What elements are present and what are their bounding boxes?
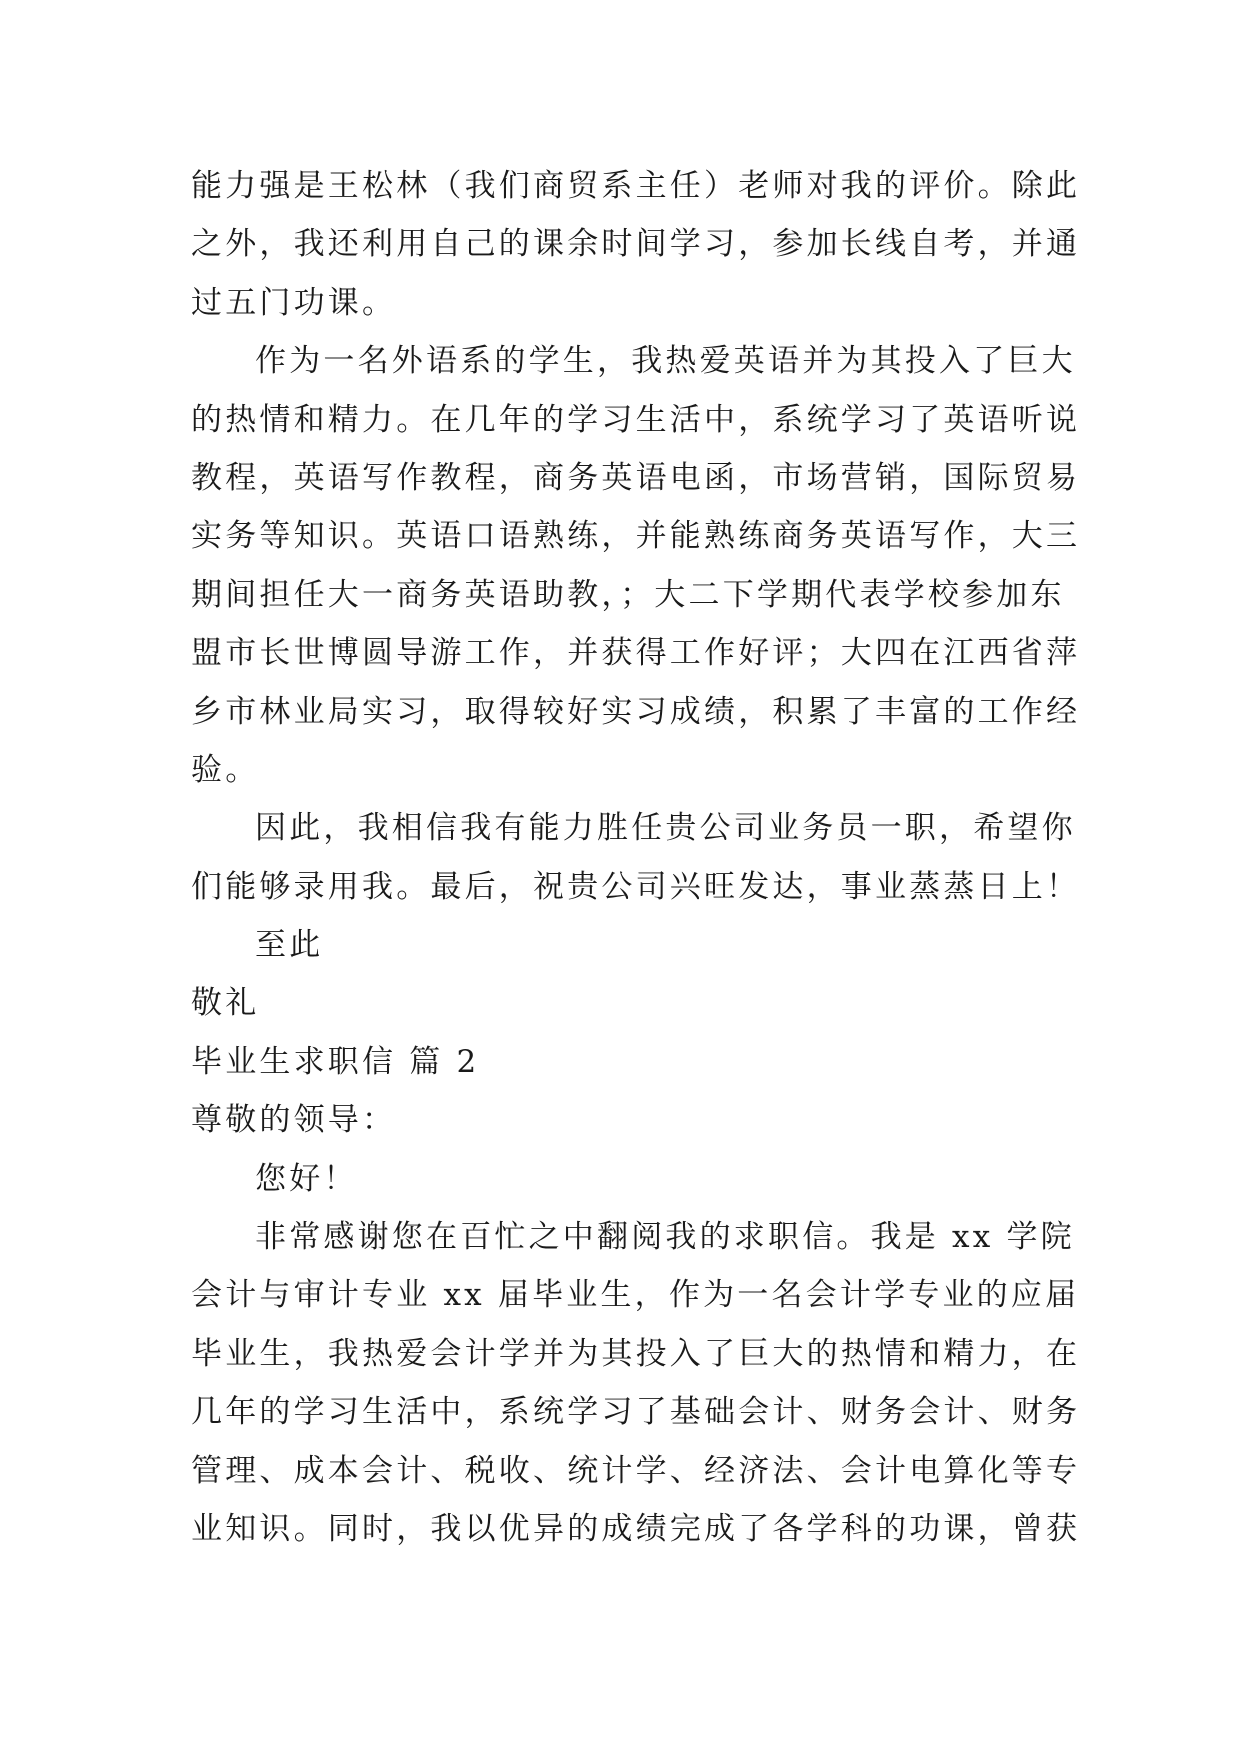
text-line: 盟市长世博圆导游工作，并获得工作好评；大四在江西省萍 bbox=[191, 635, 1081, 672]
text-line: 您好！ bbox=[255, 1160, 358, 1197]
text-line: 非常感谢您在百忙之中翻阅我的求职信。我是 xx 学院 bbox=[255, 1219, 1075, 1256]
text-line: 业知识。同时，我以优异的成绩完成了各学科的功课，曾获 bbox=[191, 1510, 1081, 1547]
text-line: 过五门功课。 bbox=[191, 284, 397, 321]
text-line: 验。 bbox=[191, 751, 260, 788]
text-line: 实务等知识。英语口语熟练，并能熟练商务英语写作，大三 bbox=[191, 518, 1081, 555]
text-line: 的热情和精力。在几年的学习生活中，系统学习了英语听说 bbox=[191, 401, 1081, 438]
text-line: 乡市林业局实习，取得较好实习成绩，积累了丰富的工作经 bbox=[191, 693, 1081, 730]
text-line: 作为一名外语系的学生，我热爱英语并为其投入了巨大 bbox=[255, 343, 1076, 380]
text-line: 毕业生求职信 篇 2 bbox=[191, 1043, 480, 1080]
text-line: 尊敬的领导： bbox=[191, 1102, 397, 1139]
letter-body bbox=[191, 157, 1081, 1558]
text-line: 至此 bbox=[255, 927, 324, 964]
text-line: 们能够录用我。最后，祝贵公司兴旺发达，事业蒸蒸日上！ bbox=[191, 868, 1081, 905]
text-line: 管理、成本会计、税收、统计学、经济法、会计电算化等专 bbox=[191, 1452, 1081, 1489]
text-line: 之外，我还利用自己的课余时间学习，参加长线自考，并通 bbox=[191, 226, 1081, 263]
text-line: 毕业生，我热爱会计学并为其投入了巨大的热情和精力，在 bbox=[191, 1335, 1081, 1372]
text-line: 会计与审计专业 xx 届毕业生，作为一名会计学专业的应届 bbox=[191, 1277, 1080, 1314]
text-line: 教程，英语写作教程，商务英语电函，市场营销，国际贸易 bbox=[191, 459, 1081, 496]
text-line: 敬礼 bbox=[191, 985, 260, 1022]
text-line: 期间担任大一商务英语助教，；大二下学期代表学校参加东 bbox=[191, 576, 1065, 613]
text-line: 能力强是王松林（我们商贸系主任）老师对我的评价。除此 bbox=[191, 168, 1081, 204]
text-line: 几年的学习生活中，系统学习了基础会计、财务会计、财务 bbox=[191, 1394, 1081, 1431]
text-line: 因此，我相信我有能力胜任贵公司业务员一职，希望你 bbox=[255, 810, 1076, 847]
